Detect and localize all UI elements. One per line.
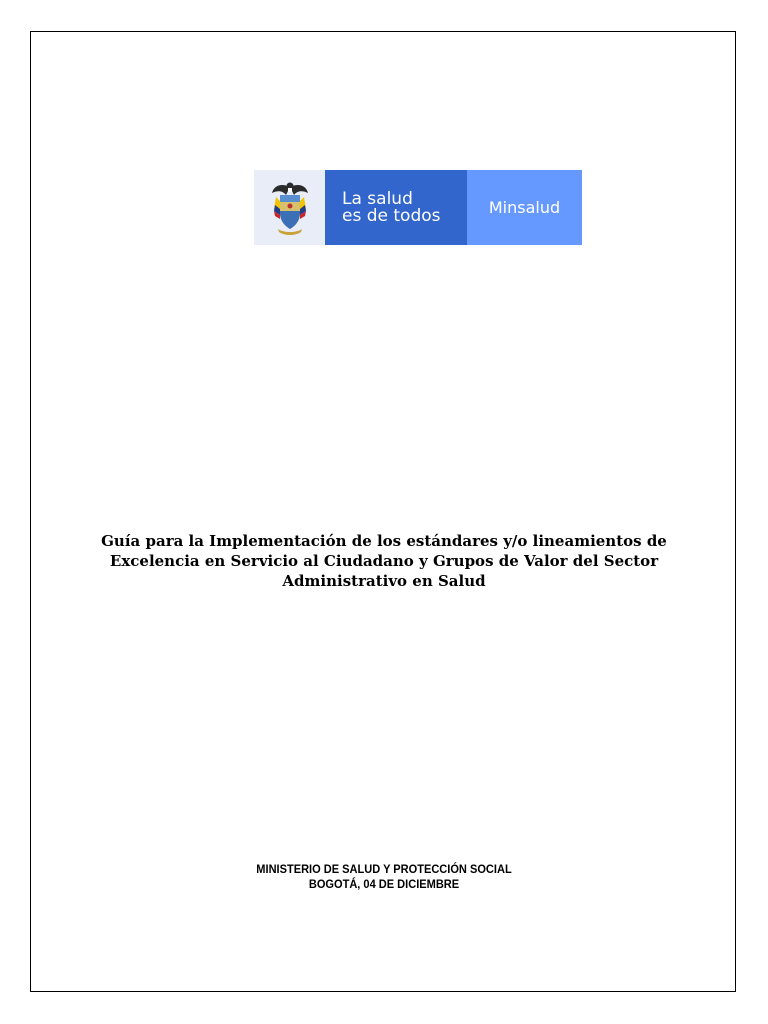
brand-name: Minsalud xyxy=(488,198,561,217)
slogan-line-1: La salud xyxy=(342,188,413,209)
slogan-panel xyxy=(325,170,467,245)
coat-of-arms-icon xyxy=(270,179,310,237)
coat-of-arms-panel xyxy=(254,170,325,245)
title-line-2: Excelencia en Servicio al Ciudadano y Grupos de Valor del Sector xyxy=(109,552,659,570)
publisher-name: MINISTERIO DE SALUD Y PROTECCIÓN SOCIAL xyxy=(256,862,512,876)
slogan-line-2: es de todos xyxy=(342,205,441,226)
document-title xyxy=(60,531,708,591)
publisher-footer xyxy=(86,862,682,892)
publication-place-date: BOGOTÁ, 04 DE DICIEMBRE xyxy=(308,877,460,891)
title-line-3: Administrativo en Salud xyxy=(282,572,486,590)
brand-panel xyxy=(467,170,582,245)
minsalud-logo xyxy=(254,170,582,245)
title-line-1: Guía para la Implementación de los estándares y/o lineamientos de xyxy=(101,532,667,550)
